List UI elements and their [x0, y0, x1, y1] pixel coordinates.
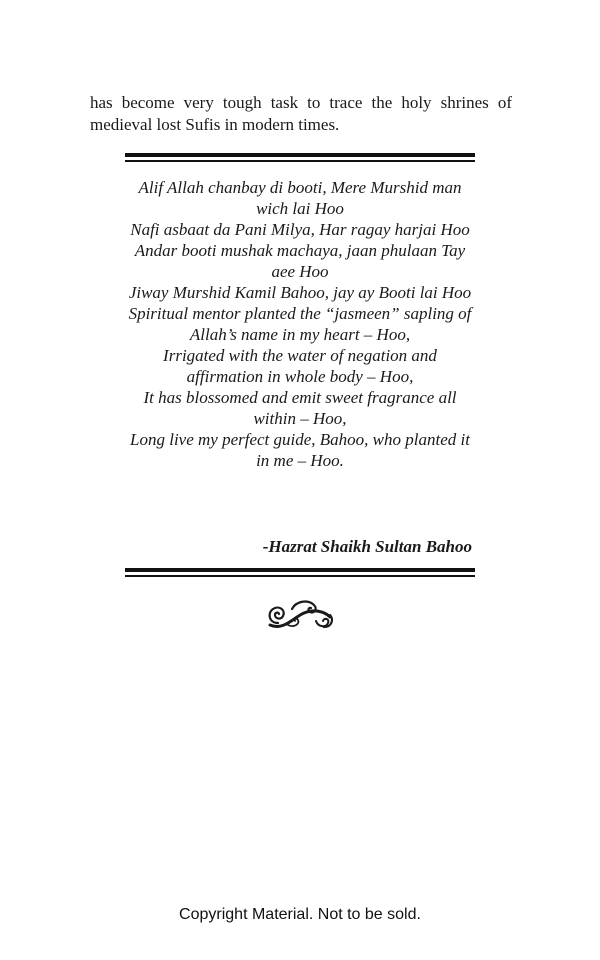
poem-line: Long live my perfect guide, Bahoo, who planted it in me – Hoo. [130, 430, 470, 470]
poem-attribution: -Hazrat Shaikh Sultan Bahoo [262, 537, 472, 556]
poem-line: Alif Allah chanbay di booti, Mere Murshid man wich lai Hoo [138, 178, 462, 218]
scroll-flourish-icon [264, 597, 336, 631]
copyright-notice: Copyright Material. Not to be sold. [179, 906, 421, 923]
top-double-rule [125, 153, 475, 162]
poem-line: Jiway Murshid Kamil Bahoo, jay ay Booti lai Hoo [128, 283, 472, 302]
poem-block [128, 177, 472, 471]
poem-line: It has blossomed and emit sweet fragrance all within – Hoo, [143, 388, 457, 428]
poem-line: Spiritual mentor planted the “jasmeen” sapling of Allah’s name in my heart – Hoo, [128, 304, 472, 344]
bottom-double-rule [125, 568, 475, 577]
poem-line: Andar booti mushak machaya, jaan phulaan Tay aee Hoo [134, 241, 466, 281]
poem-line: Nafi asbaat da Pani Milya, Har ragay harjai Hoo [130, 220, 470, 239]
intro-paragraph: has become very tough task to trace the holy shrines of medieval lost Sufis in modern times. [90, 93, 512, 134]
poem-line: Irrigated with the water of negation and affirmation in whole body – Hoo, [163, 346, 437, 386]
